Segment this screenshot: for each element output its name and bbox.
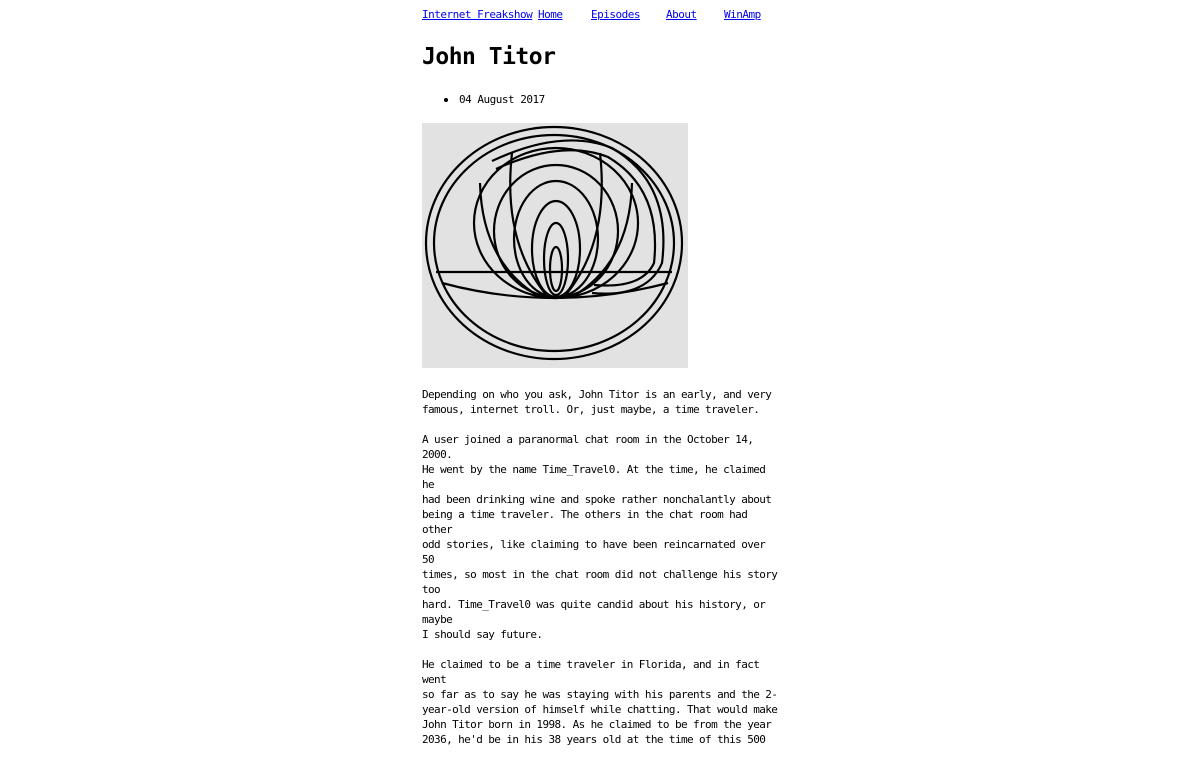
nav-link-winamp[interactable]: WinAmp [724, 8, 761, 21]
post-date: 04 August 2017 [422, 93, 545, 106]
article-paragraph-1: Depending on who you ask, John Titor is an early, and very famous, internet troll. Or, just maybe, a time traveler. [422, 388, 772, 416]
nav-link-internet-freakshow[interactable]: Internet Freakshow [422, 8, 533, 21]
post-meta [422, 93, 545, 106]
top-nav [422, 8, 782, 24]
nav-link-about[interactable]: About [666, 8, 697, 21]
nav-link-episodes[interactable]: Episodes [591, 8, 640, 21]
article-paragraph-3: He claimed to be a time traveler in Florida, and in fact went so far as to say he was staying with his parents and the 2- year-old version of himself while chatting. That would make John Titor born in 1998. As he claimed to be from the year 2036, he'd be in his 38 years old at the time of this 500 [422, 658, 778, 746]
nav-link-home[interactable]: Home [538, 8, 563, 21]
article-body [422, 387, 782, 762]
page-title: John Titor [422, 44, 556, 70]
time-machine-symbol-icon [422, 123, 688, 368]
article-image [422, 123, 688, 368]
article-paragraph-2: A user joined a paranormal chat room in the October 14, 2000. He went by the name Time_Travel0. At the time, he claimed he had been drinking wine and spoke rather nonchalantly about being a time traveler. The others in the chat room had other odd stories, like claiming to have been reincarnated over 50 times, so most in the chat room did not challenge his story too hard. Time_Travel0 was quite candid about his history, or maybe I should say future. [422, 433, 778, 641]
